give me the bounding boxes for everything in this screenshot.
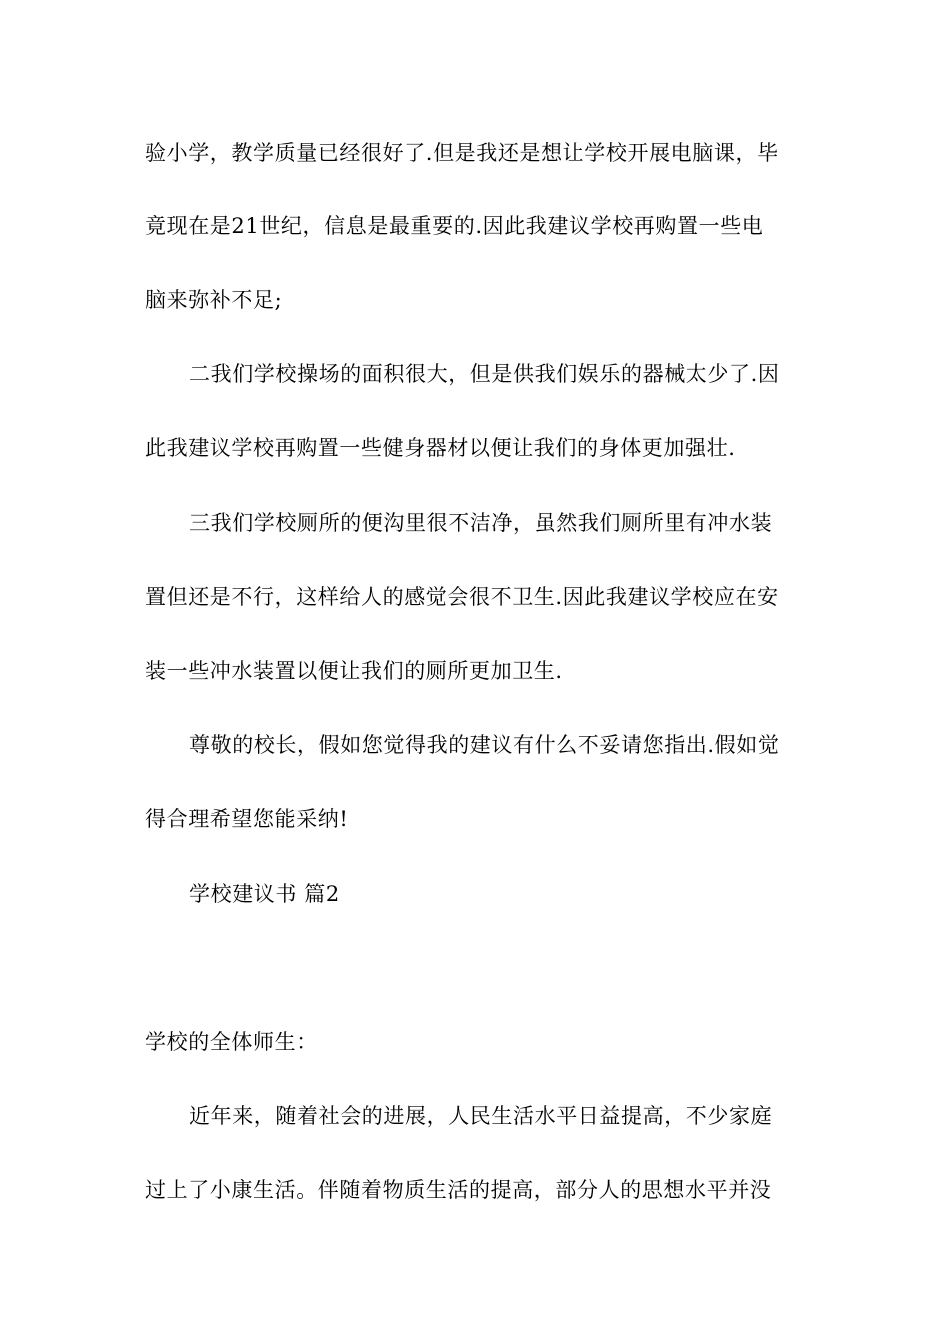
paragraph-line: 得合理希望您能采纳!	[145, 807, 349, 831]
salutation: 学校的全体师生：	[145, 1030, 318, 1054]
paragraph-line: 三我们学校厕所的便沟里很不洁净，虽然我们厕所里有冲水装	[189, 511, 773, 535]
paragraph-line: 此我建议学校再购置一些健身器材以便让我们的身体更加强壮.	[145, 436, 736, 460]
paragraph-line: 近年来，随着社会的进展，人民生活水平日益提高，不少家庭	[189, 1104, 773, 1128]
paragraph-line: 置但还是不行，这样给人的感觉会很不卫生.因此我建议学校应在安	[145, 585, 779, 609]
paragraph-line: 过上了小康生活。伴随着物质生活的提高，部分人的思想水平并没	[145, 1178, 772, 1202]
paragraph-line: 装一些冲水装置以便让我们的厕所更加卫生.	[145, 659, 563, 683]
paragraph-line: 尊敬的校长，假如您觉得我的建议有什么不妥请您指出.假如觉	[189, 733, 780, 757]
paragraph-line: 二我们学校操场的面积很大，但是供我们娱乐的器械太少了.因	[189, 362, 780, 386]
paragraph-line: 验小学，教学质量已经很好了.但是我还是想让学校开展电脑课，毕	[145, 141, 779, 165]
section-heading: 学校建议书 篇2	[189, 882, 340, 906]
paragraph-line: 脑来弥补不足;	[145, 288, 283, 312]
paragraph-line: 竟现在是21世纪，信息是最重要的.因此我建议学校再购置一些电	[145, 214, 764, 238]
